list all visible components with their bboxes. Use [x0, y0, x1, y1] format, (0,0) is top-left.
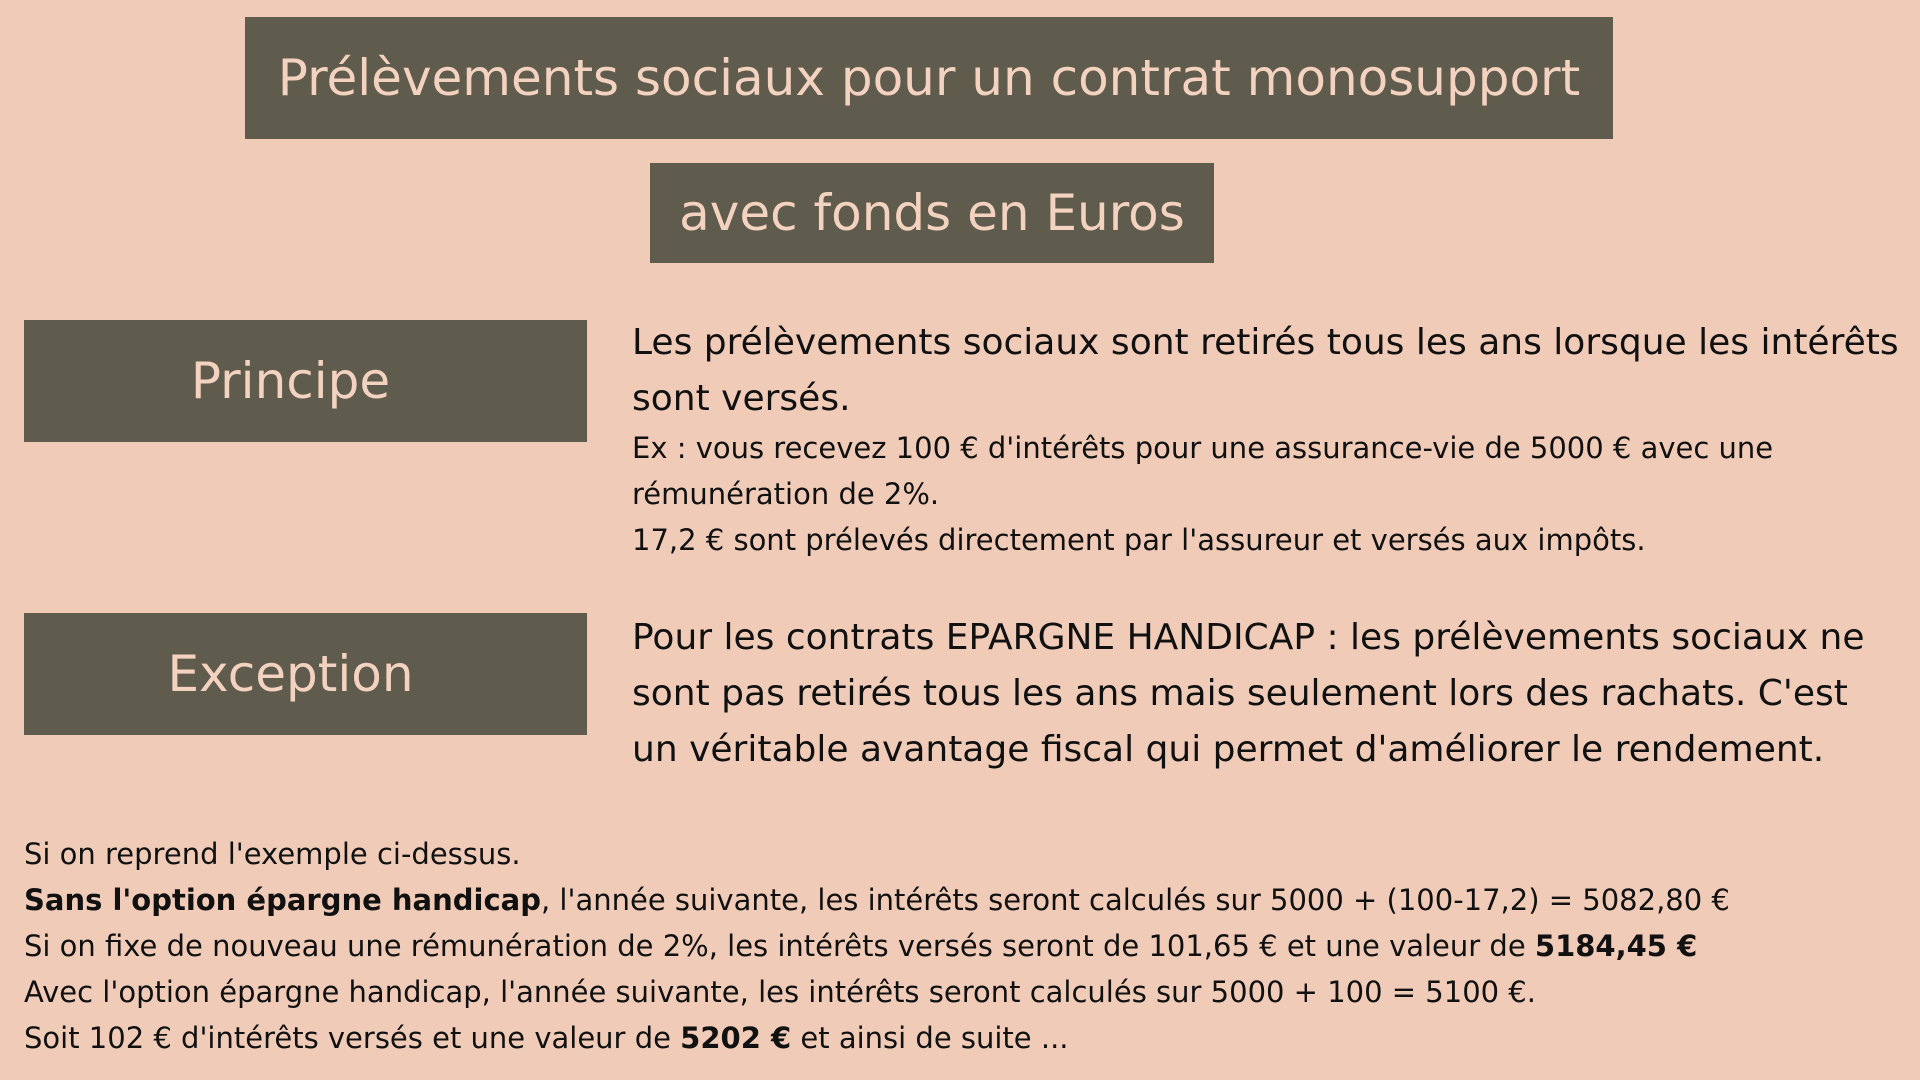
example-result-start: Soit 102 € d'intérêts versés et une valeur de	[24, 1021, 681, 1055]
principe-example	[632, 425, 1902, 563]
example-line-new-rate	[24, 923, 1904, 969]
example-line-with-option: Avec l'option épargne handicap, l'année suivante, les intérêts seront calculés sur 5000 + 100 = 5100 €.	[24, 975, 1536, 1009]
example-result-end: et ainsi de suite ...	[791, 1021, 1069, 1055]
example-without-option-label: Sans l'option épargne handicap	[24, 883, 541, 917]
title-line-2	[650, 163, 1214, 263]
example-intro: Si on reprend l'exemple ci-dessus.	[24, 837, 521, 871]
principe-label-box	[24, 320, 587, 442]
exception-label: Exception	[167, 645, 414, 703]
example-line-result	[24, 1015, 1904, 1061]
title-line-2-text: avec fonds en Euros	[679, 184, 1185, 242]
title-line-1	[245, 17, 1613, 139]
example-result-value: 5202 €	[680, 1021, 792, 1055]
principe-example-line-2: 17,2 € sont prélevés directement par l'assureur et versés aux impôts.	[632, 523, 1646, 557]
principe-text: Les prélèvements sociaux sont retirés tous les ans lorsque les intérêts sont versés.	[632, 322, 1899, 419]
example-without-option-text: , l'année suivante, les intérêts seront calculés sur 5000 + (100-17,2) = 5082,80 €	[540, 883, 1730, 917]
exception-label-box	[24, 613, 587, 735]
principe-label: Principe	[190, 352, 391, 410]
example-line-without-option	[24, 877, 1904, 923]
principe-example-line-1: Ex : vous recevez 100 € d'intérêts pour une assurance-vie de 5000 € avec une rémunération de 2%.	[632, 431, 1774, 511]
example-calculation	[24, 831, 1904, 1061]
example-new-rate-text: Si on fixe de nouveau une rémunération de 2%, les intérêts versés seront de 101,65 € et une valeur de	[24, 929, 1535, 963]
example-new-rate-value: 5184,45 €	[1534, 929, 1698, 963]
title-line-1-text: Prélèvements sociaux pour un contrat monosupport	[277, 49, 1581, 107]
exception-text: Pour les contrats EPARGNE HANDICAP : les prélèvements sociaux ne sont pas retirés tous les ans mais seulement lors des rachats. C'est un véritable avantage fiscal qui permet d'améliorer le rendement.	[632, 617, 1865, 770]
